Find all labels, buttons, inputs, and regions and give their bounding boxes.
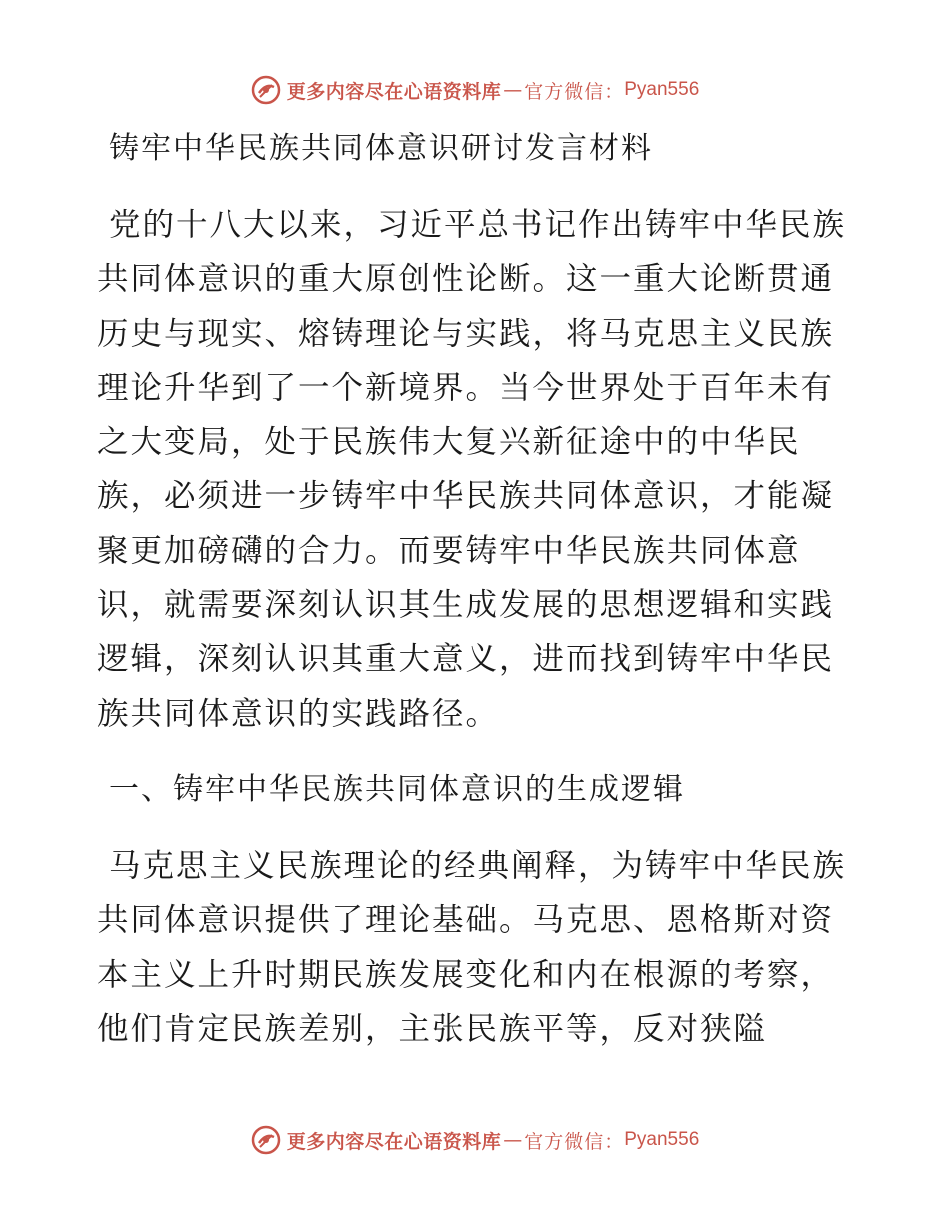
banner-slogan: 更多内容尽在心语资料库 [286, 80, 502, 103]
banner-separator: — [503, 79, 523, 101]
book-logo-icon [251, 75, 281, 105]
section-heading: 一、铸牢中华民族共同体意识的生成逻辑 [109, 771, 685, 807]
footer-banner [0, 1122, 950, 1158]
section-paragraph: 马克思主义民族理论的经典阐释，为铸牢中华民族共同体意识提供了理论基础。马克思、恩格斯对资本主义上升时期民族发展变化和内在根源的考察，他们肯定民族差别，主张民族平等，反对狭隘 [97, 847, 847, 1047]
intro-paragraph: 党的十八大以来，习近平总书记作出铸牢中华民族共同体意识的重大原创性论断。这一重大论断贯通历史与现实、熔铸理论与实践，将马克思主义民族理论升华到了一个新境界。当今世界处于百年未有之大变局，处于民族伟大复兴新征途中的中华民族，必须进一步铸牢中华民族共同体意识，才能凝聚更加磅礴的合力。而要铸牢中华民族共同体意识，就需要深刻认识其生成发展的思想逻辑和实践逻辑，深刻认识其重大意义，进而找到铸牢中华民族共同体意识的实践路径。 [97, 207, 847, 732]
document-title: 铸牢中华民族共同体意识研讨发言材料 [109, 131, 653, 166]
book-logo-icon [251, 1125, 281, 1155]
document-body [97, 122, 857, 1056]
wechat-id: Pyan556 [624, 79, 700, 100]
banner-separator: — [503, 1129, 523, 1151]
banner-slogan: 更多内容尽在心语资料库 [286, 1130, 502, 1153]
wechat-label: 官方微信： [524, 1130, 625, 1153]
wechat-label: 官方微信： [524, 80, 625, 103]
wechat-id: Pyan556 [624, 1129, 700, 1150]
header-banner [0, 72, 950, 108]
